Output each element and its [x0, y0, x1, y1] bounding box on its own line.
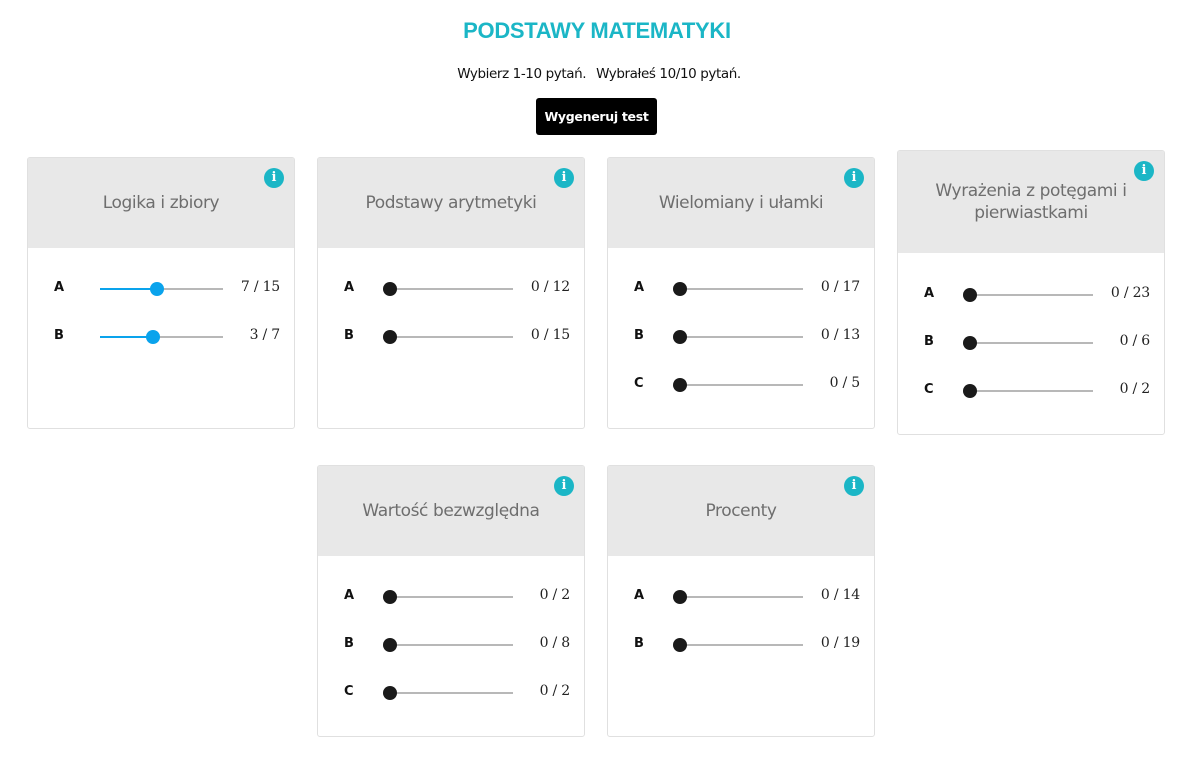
question-row [28, 278, 294, 298]
question-slider[interactable] [390, 596, 513, 598]
slider-thumb[interactable] [673, 378, 687, 392]
card-title: Logika i zbiory [102, 193, 220, 213]
card-header [318, 466, 584, 556]
slider-thumb[interactable] [383, 590, 397, 604]
row-label: C [634, 376, 644, 391]
question-slider[interactable] [680, 336, 803, 338]
slider-fill [100, 288, 157, 290]
slider-thumb[interactable] [146, 330, 160, 344]
info-icon[interactable]: i [1134, 161, 1154, 181]
topic-card-wielomiany [607, 157, 875, 429]
slider-thumb[interactable] [963, 336, 977, 350]
row-label: A [634, 280, 645, 295]
selected-count-text: Wybrałeś 10/10 pytań. [596, 66, 741, 82]
row-label: B [924, 334, 934, 349]
topic-card-potegi [897, 150, 1165, 435]
row-count: 0 / 2 [539, 683, 570, 699]
row-label: A [924, 286, 935, 301]
card-header [318, 158, 584, 248]
question-row [28, 326, 294, 346]
row-count: 0 / 2 [1119, 381, 1150, 397]
question-row [318, 326, 584, 346]
slider-thumb[interactable] [383, 638, 397, 652]
question-slider[interactable] [680, 384, 803, 386]
slider-thumb[interactable] [963, 384, 977, 398]
question-row [898, 332, 1164, 352]
question-slider[interactable] [100, 288, 223, 290]
topic-card-procenty [607, 465, 875, 737]
card-title: Wartość bezwzględna [362, 501, 540, 521]
question-slider[interactable] [390, 644, 513, 646]
row-label: A [634, 588, 645, 603]
row-label: B [344, 636, 354, 651]
info-icon[interactable]: i [844, 476, 864, 496]
row-count: 0 / 23 [1110, 285, 1150, 301]
row-count: 3 / 7 [249, 327, 280, 343]
card-title: Podstawy arytmetyki [365, 193, 537, 213]
slider-thumb[interactable] [673, 590, 687, 604]
question-row [318, 278, 584, 298]
slider-thumb[interactable] [383, 686, 397, 700]
selection-info [0, 66, 1198, 82]
question-row [898, 380, 1164, 400]
question-slider[interactable] [100, 336, 223, 338]
question-slider[interactable] [680, 288, 803, 290]
slider-thumb[interactable] [383, 330, 397, 344]
card-title: Wyrażenia z potęgami i pierwiastkami [935, 181, 1127, 223]
question-slider[interactable] [390, 288, 513, 290]
card-header [28, 158, 294, 248]
slider-thumb[interactable] [383, 282, 397, 296]
slider-thumb[interactable] [673, 282, 687, 296]
row-label: B [634, 636, 644, 651]
question-row [608, 374, 874, 394]
topic-card-logika [27, 157, 295, 429]
card-title: Wielomiany i ułamki [658, 193, 824, 213]
card-header [608, 158, 874, 248]
slider-thumb[interactable] [673, 330, 687, 344]
question-row [608, 326, 874, 346]
question-row [608, 586, 874, 606]
info-icon[interactable]: i [554, 168, 574, 188]
question-slider[interactable] [970, 342, 1093, 344]
topic-card-arytmetyka [317, 157, 585, 429]
row-label: C [924, 382, 934, 397]
question-slider[interactable] [680, 596, 803, 598]
slider-thumb[interactable] [963, 288, 977, 302]
slider-thumb[interactable] [673, 638, 687, 652]
topic-card-wartosc-bezwzgledna [317, 465, 585, 737]
row-label: A [344, 280, 355, 295]
question-row [608, 278, 874, 298]
row-count: 0 / 15 [530, 327, 570, 343]
card-header [608, 466, 874, 556]
question-slider[interactable] [390, 692, 513, 694]
info-icon[interactable]: i [844, 168, 864, 188]
info-icon[interactable]: i [554, 476, 574, 496]
slider-fill [100, 336, 153, 338]
row-label: B [634, 328, 644, 343]
question-row [318, 682, 584, 702]
row-count: 7 / 15 [240, 279, 280, 295]
question-row [318, 634, 584, 654]
question-slider[interactable] [680, 644, 803, 646]
row-count: 0 / 14 [820, 587, 860, 603]
row-label: A [344, 588, 355, 603]
row-count: 0 / 5 [829, 375, 860, 391]
row-label: C [344, 684, 354, 699]
question-slider[interactable] [390, 336, 513, 338]
info-icon[interactable]: i [264, 168, 284, 188]
row-label: B [54, 328, 64, 343]
row-count: 0 / 8 [539, 635, 570, 651]
question-slider[interactable] [970, 390, 1093, 392]
row-count: 0 / 19 [820, 635, 860, 651]
row-label: B [344, 328, 354, 343]
row-label: A [54, 280, 65, 295]
question-slider[interactable] [970, 294, 1093, 296]
row-count: 0 / 13 [820, 327, 860, 343]
question-row [898, 284, 1164, 304]
row-count: 0 / 2 [539, 587, 570, 603]
instruction-text: Wybierz 1-10 pytań. [457, 66, 587, 82]
card-header [898, 151, 1164, 253]
generate-test-button[interactable]: Wygeneruj test [536, 98, 657, 135]
slider-thumb[interactable] [150, 282, 164, 296]
card-title: Procenty [705, 501, 777, 521]
row-count: 0 / 12 [530, 279, 570, 295]
question-row [318, 586, 584, 606]
question-row [608, 634, 874, 654]
row-count: 0 / 6 [1119, 333, 1150, 349]
page-title: PODSTAWY MATEMATYKI [463, 18, 731, 43]
row-count: 0 / 17 [820, 279, 860, 295]
